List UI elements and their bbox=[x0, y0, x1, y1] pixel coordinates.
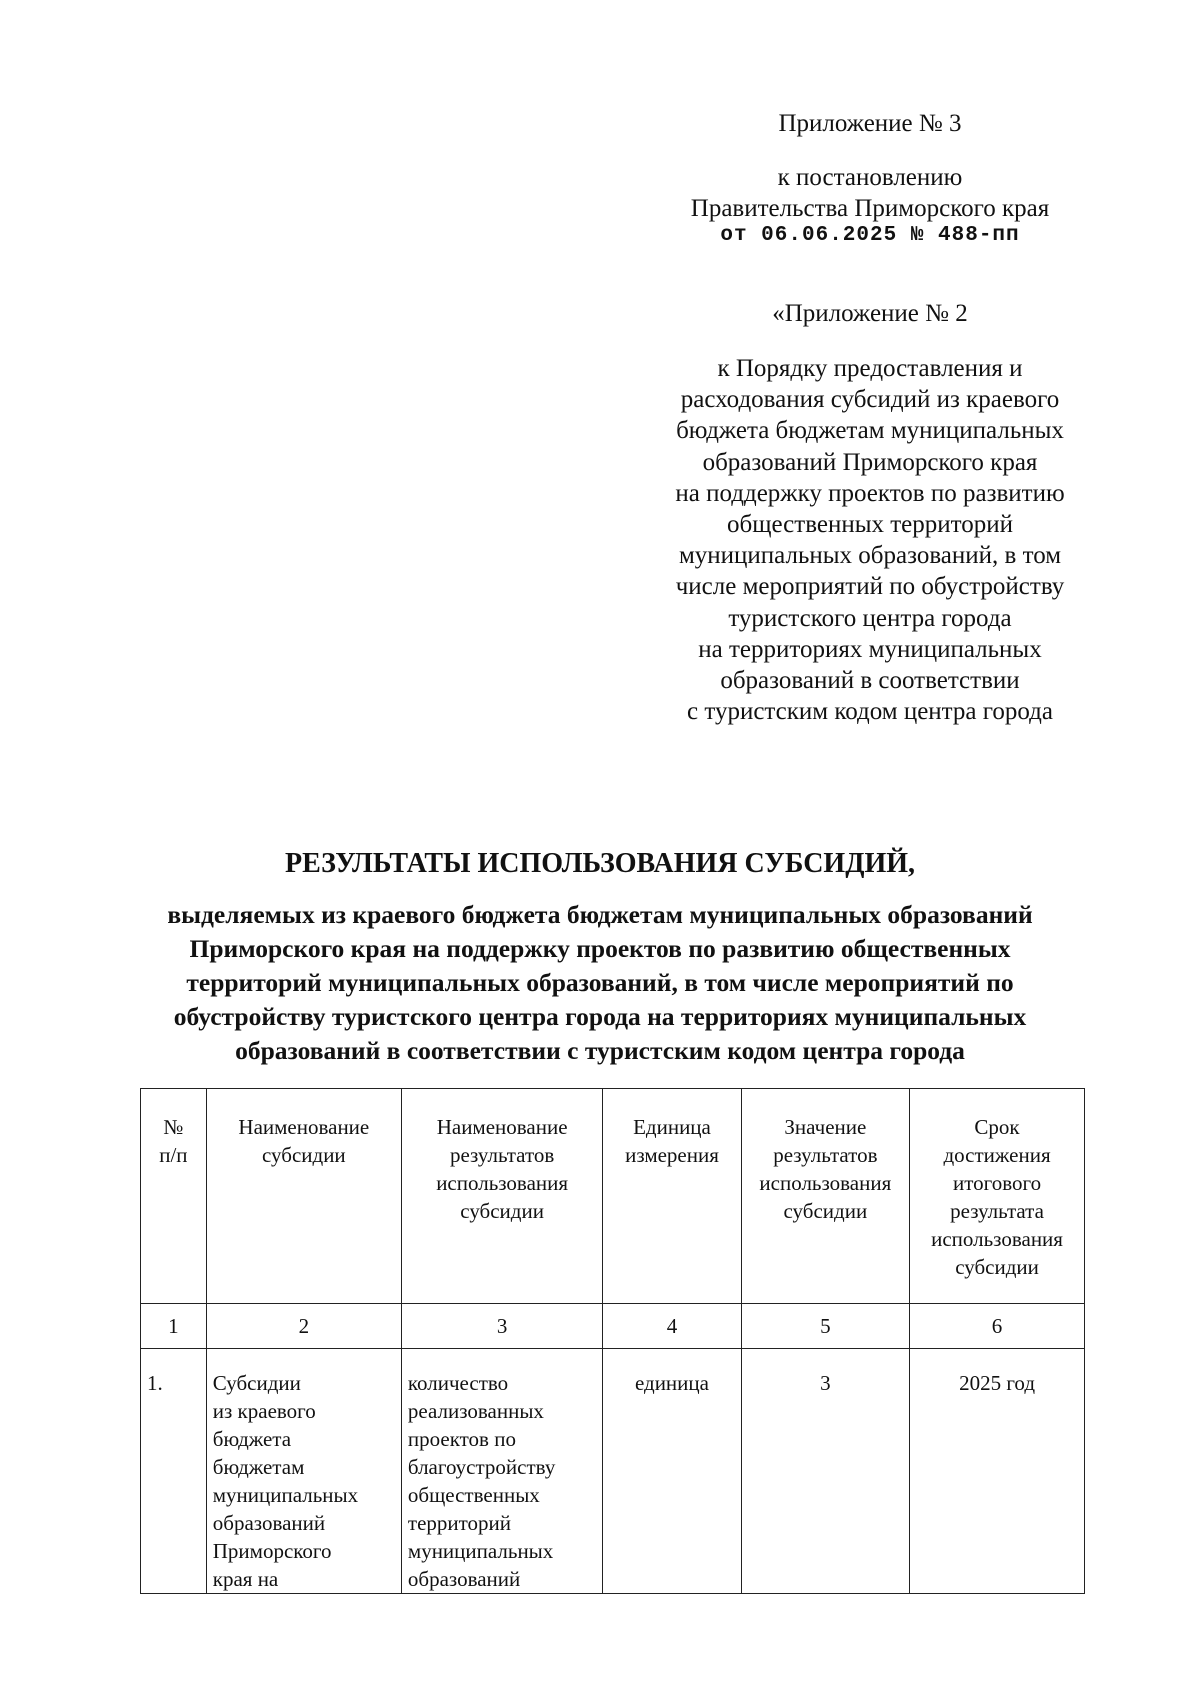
procedure-reference bbox=[640, 353, 1100, 727]
document-title: РЕЗУЛЬТАТЫ ИСПОЛЬЗОВАНИЯ СУБСИДИЙ, bbox=[284, 848, 916, 879]
header-line: Наименование bbox=[238, 1115, 370, 1139]
column-number: 4 bbox=[603, 1304, 741, 1349]
cell-line: образований bbox=[212, 1511, 326, 1535]
column-number: 1 bbox=[141, 1304, 207, 1349]
cell-line: Субсидии bbox=[212, 1371, 301, 1395]
procedure-line: муниципальных образований, в том bbox=[678, 542, 1062, 570]
procedure-line: с туристским кодом центра города bbox=[687, 698, 1053, 726]
column-number: 2 bbox=[206, 1304, 401, 1349]
header-line: результатов bbox=[773, 1143, 878, 1167]
cell-line: общественных bbox=[407, 1483, 540, 1507]
header-cell-subsidy bbox=[206, 1089, 401, 1304]
subtitle-line: обустройству туристского центра города на территориях муниципальных bbox=[173, 1002, 1027, 1031]
row-subsidy-name bbox=[206, 1349, 401, 1594]
cell-line: муниципальных bbox=[407, 1539, 554, 1563]
header-line: субсидии bbox=[955, 1255, 1039, 1279]
document-subtitle bbox=[100, 898, 1100, 1068]
header-cell-value bbox=[741, 1089, 909, 1304]
subtitle-line: выделяемых из краевого бюджета бюджетам муниципальных образований bbox=[167, 900, 1033, 929]
header-cell-unit bbox=[603, 1089, 741, 1304]
header-line: использования bbox=[931, 1227, 1063, 1251]
cell-line: из краевого bbox=[212, 1399, 316, 1423]
header-line: № bbox=[163, 1115, 184, 1139]
procedure-line: к Порядку предоставления и bbox=[717, 355, 1023, 382]
header-line: субсидии bbox=[262, 1143, 346, 1167]
cell-line: края на bbox=[212, 1567, 279, 1591]
column-number: 5 bbox=[741, 1304, 909, 1349]
procedure-line: образований в соответствии bbox=[720, 667, 1020, 695]
cell-line: реализованных bbox=[407, 1399, 544, 1423]
header-cell-deadline bbox=[910, 1089, 1085, 1304]
resolution-line: к постановлению bbox=[777, 164, 963, 191]
header-cell-number bbox=[141, 1089, 207, 1304]
header-line: измерения bbox=[625, 1143, 719, 1167]
header-line: достижения bbox=[943, 1143, 1051, 1167]
header-line: результата bbox=[950, 1199, 1044, 1223]
table-row bbox=[141, 1349, 1085, 1594]
subtitle-line: образований в соответствии с туристским кодом центра города bbox=[235, 1036, 965, 1065]
cell-line: территорий bbox=[407, 1511, 512, 1535]
procedure-line: туристского центра города bbox=[728, 604, 1012, 632]
header-line: использования bbox=[759, 1171, 892, 1195]
header-line: Значение bbox=[784, 1115, 867, 1139]
column-number: 6 bbox=[910, 1304, 1085, 1349]
cell-line: количество bbox=[407, 1371, 509, 1395]
appendix-3-title: Приложение № 3 bbox=[778, 110, 962, 137]
column-number-row bbox=[141, 1304, 1085, 1349]
header-line: п/п bbox=[159, 1143, 188, 1167]
cell-line: проектов по bbox=[407, 1427, 516, 1451]
procedure-line: образований Приморского края bbox=[702, 448, 1038, 476]
header-line: итогового bbox=[952, 1171, 1042, 1195]
row-result-name bbox=[401, 1349, 602, 1594]
column-number: 3 bbox=[401, 1304, 602, 1349]
appendix-2-title: «Приложение № 2 bbox=[772, 300, 968, 327]
subtitle-line: Приморского края на поддержку проектов по развитию общественных bbox=[189, 934, 1011, 963]
header-line: Наименование bbox=[436, 1115, 568, 1139]
cell-line: муниципальных bbox=[212, 1483, 359, 1507]
table-header-row bbox=[141, 1089, 1085, 1304]
resolution-number: от 06.06.2025 № 488-пп bbox=[720, 224, 1020, 247]
subtitle-line: территорий муниципальных образований, в том числе мероприятий по bbox=[186, 968, 1014, 997]
header-line: Срок bbox=[974, 1115, 1020, 1139]
procedure-line: на территориях муниципальных bbox=[698, 635, 1042, 663]
row-unit: единица bbox=[603, 1349, 741, 1594]
cell-line: благоустройству bbox=[407, 1455, 556, 1479]
header-line: Единица bbox=[633, 1115, 711, 1139]
header-line: субсидии bbox=[460, 1199, 544, 1223]
procedure-line: бюджета бюджетам муниципальных bbox=[676, 417, 1064, 445]
row-number: 1. bbox=[141, 1349, 207, 1594]
cell-line: образований bbox=[407, 1567, 521, 1591]
row-deadline: 2025 год bbox=[910, 1349, 1085, 1594]
procedure-line: на поддержку проектов по развитию bbox=[675, 479, 1065, 507]
results-table bbox=[140, 1088, 1085, 1594]
header-line: результатов bbox=[449, 1143, 555, 1167]
header-line: субсидии bbox=[783, 1199, 868, 1223]
procedure-line: общественных территорий bbox=[726, 511, 1014, 539]
cell-line: бюджета bbox=[212, 1427, 292, 1451]
cell-line: бюджетам bbox=[212, 1455, 305, 1479]
procedure-line: расходования субсидий из краевого bbox=[680, 386, 1060, 414]
header-cell-results bbox=[401, 1089, 602, 1304]
row-value: 3 bbox=[741, 1349, 909, 1594]
cell-line: Приморского bbox=[212, 1539, 332, 1563]
resolution-reference bbox=[640, 162, 1100, 248]
resolution-line: Правительства Приморского края bbox=[690, 195, 1050, 222]
header-line: использования bbox=[436, 1171, 569, 1195]
procedure-line: числе мероприятий по обустройству bbox=[675, 573, 1065, 601]
